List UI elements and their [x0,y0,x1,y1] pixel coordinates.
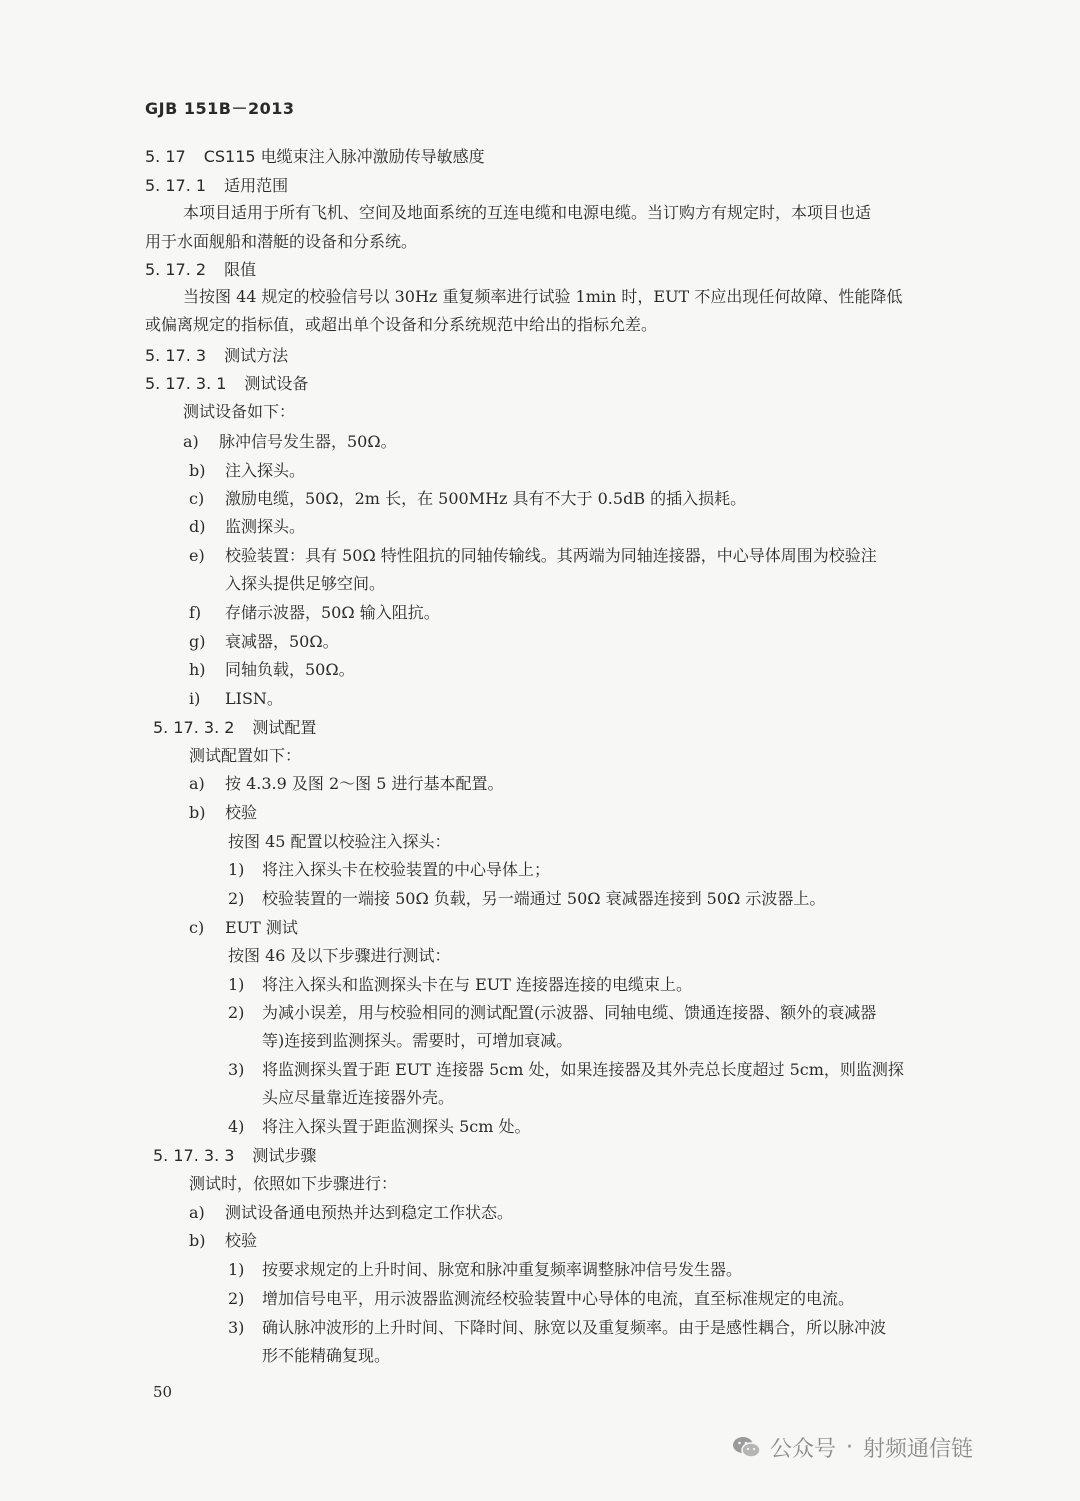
step-item: 2) 校验装置的一端接 50Ω 负载，另一端通过 50Ω 衰减器连接到 50Ω 示波器上。 [228,889,826,908]
step-item: 1) 将注入探头和监测探头卡在与 EUT 连接器连接的电缆束上。 [228,975,693,994]
watermark [732,1432,973,1463]
section-5-17-2-heading: 5. 17. 2 限值 [145,260,257,279]
step-item: 1) 将注入探头卡在校验装置的中心导体上； [228,860,551,879]
watermark-name: 射频通信链 [863,1437,974,1462]
paragraph-line: 当按图 44 规定的校验信号以 30Hz 重复频率进行试验 1min 时，EUT 不应出现任何故障、性能降低 [183,287,903,306]
list-item: h) 同轴负载，50Ω。 [189,660,355,679]
watermark-source: 公众号 [770,1437,837,1462]
list-item: c) EUT 测试 [189,918,298,937]
step-item: 2) 增加信号电平，用示波器监测流经校验装置中心导体的电流，直至标准规定的电流。 [228,1289,855,1308]
sub-intro: 按图 45 配置以校验注入探头： [228,832,451,851]
list-intro: 测试时，依照如下步骤进行： [189,1174,398,1193]
standard-header: GJB 151B－2013 [145,99,295,118]
list-item: b) 校验 [189,803,258,822]
list-item: a) 按 4.3.9 及图 2～图 5 进行基本配置。 [189,774,504,793]
paragraph-line: 用于水面舰船和潜艇的设备和分系统。 [145,232,418,251]
list-item: a) 脉冲信号发生器，50Ω。 [183,432,397,451]
list-item: d) 监测探头。 [189,517,306,536]
section-5-17-1-heading: 5. 17. 1 适用范围 [145,176,289,195]
section-5-17-3-1-heading: 5. 17. 3. 1 测试设备 [145,374,309,393]
watermark-separator: · [846,1435,854,1460]
list-item: b) 注入探头。 [189,461,306,480]
list-item: b) 校验 [189,1231,258,1250]
list-intro: 测试配置如下： [189,746,302,765]
paragraph-line: 本项目适用于所有飞机、空间及地面系统的互连电缆和电源电缆。当订购方有规定时，本项目也适 [183,203,872,222]
list-item: c) 激励电缆，50Ω，2m 长，在 500MHz 具有不大于 0.5dB 的插入损耗。 [189,489,747,508]
paragraph-line: 或偏离规定的指标值，或超出单个设备和分系统规范中给出的指标允差。 [145,315,658,334]
page-number: 50 [153,1383,173,1401]
section-5-17-heading: 5. 17 CS115 电缆束注入脉冲激励传导敏感度 [145,147,485,166]
step-item-continuation: 形不能精确复现。 [262,1346,391,1365]
section-5-17-3-3-heading: 5. 17. 3. 3 测试步骤 [153,1146,317,1165]
step-item-continuation: 头应尽量靠近连接器外壳。 [262,1088,455,1107]
list-item: f) 存储示波器，50Ω 输入阻抗。 [189,603,440,622]
step-item: 3) 确认脉冲波形的上升时间、下降时间、脉宽以及重复频率。由于是感性耦合，所以脉冲波 [228,1318,887,1337]
list-item: a) 测试设备通电预热并达到稳定工作状态。 [189,1203,514,1222]
list-item: e) 校验装置：具有 50Ω 特性阻抗的同轴传输线。其两端为同轴连接器，中心导体周围为校验注 [189,546,877,565]
list-item-continuation: 入探头提供足够空间。 [225,574,386,593]
list-item: g) 衰减器，50Ω。 [189,632,339,651]
list-intro: 测试设备如下： [183,402,296,421]
step-item: 4) 将注入探头置于距监测探头 5cm 处。 [228,1117,531,1136]
section-5-17-3-heading: 5. 17. 3 测试方法 [145,346,289,365]
sub-intro: 按图 46 及以下步骤进行测试： [228,946,451,965]
step-item: 3) 将监测探头置于距 EUT 连接器 5cm 处，如果连接器及其外壳总长度超过 5cm，则监测探 [228,1060,904,1079]
step-item: 1) 按要求规定的上升时间、脉宽和脉冲重复频率调整脉冲信号发生器。 [228,1260,743,1279]
step-item: 2) 为减小误差，用与校验相同的测试配置(示波器、同轴电缆、馈通连接器、额外的衰减器 [228,1003,877,1022]
step-item-continuation: 等)连接到监测探头。需要时，可增加衰减。 [262,1031,573,1050]
wechat-icon [732,1435,762,1461]
list-item: i) LISN。 [189,689,283,708]
section-5-17-3-2-heading: 5. 17. 3. 2 测试配置 [153,718,317,737]
